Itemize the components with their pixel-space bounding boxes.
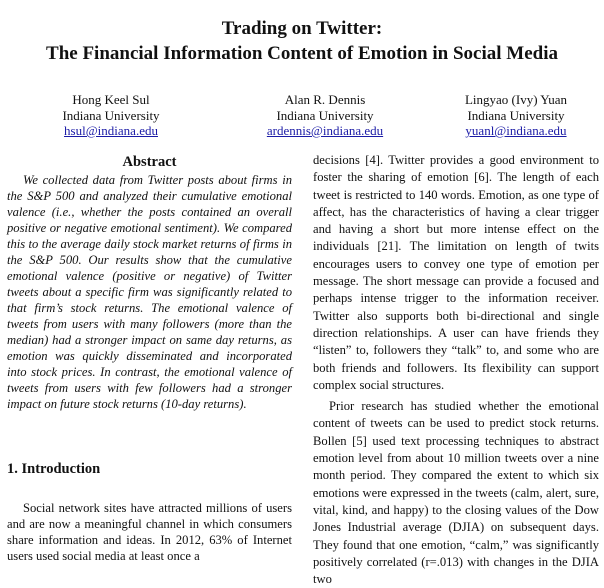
author-name: Lingyao (Ivy) Yuan: [464, 92, 568, 107]
body-paragraph: decisions [4]. Twitter provides a good environment to foster the sharing of emotion [6]. The length of each tweet is restricted to 140 words. Emotion, as one type of affect, has the characteristics of having a clear trigger and having a short but more intense effect on the individuals [21]. The limitation on length of twits encourages users to convey one type of emotion per message. The short message can provide a focused and perhaps intense trigger to the information receiver. Twitter also supports both bi-directional and single direction relationships. A user can have friends they “listen” to, followers they “talk” to, and some who are both friends and followers. Its flexibility can support complex social structures.: [313, 153, 599, 392]
left-column: [7, 152, 292, 564]
author-email-link[interactable]: hsul@indiana.edu: [64, 123, 158, 138]
author-affiliation: Indiana University: [467, 107, 565, 123]
author-block: [225, 92, 425, 139]
abstract-text: We collected data from Twitter posts about firms in the S&P 500 and analyzed their cumulative emotional valence (i.e., whether the posts contained an overall positive or negative emotional sentiment). We compared this to the average daily stock market returns of firms in the S&P 500. Our results show that the cumulative emotional valence (positive or negative) of Twitter tweets about a specific firm was significantly related to that firm’s stock returns. The emotional valence of tweets from users with many followers (more than the median) had a stronger impact on same day returns, as emotion was quickly disseminated and incorporated into stock prices. In contrast, the emotional valence of tweets from users with few followers had a stronger impact on future stock returns (10-day returns).: [7, 173, 292, 411]
author-affiliation: Indiana University: [62, 107, 160, 123]
paper-title-line-2: The Financial Information Content of Emotion in Social Media: [46, 43, 558, 64]
paper-title-line-1: Trading on Twitter:: [221, 18, 383, 39]
author-name: Hong Keel Sul: [72, 92, 150, 107]
author-email-link[interactable]: ardennis@indiana.edu: [266, 123, 384, 138]
body-paragraph: Prior research has studied whether the emotional content of tweets can be used to predict stock returns. Bollen [5] used text processing techniques to abstract emotion level from about 10 million tweets over a nine month period. They compared the extent to which six emotions were expressed in the tweets (calm, alert, sure, vital, kind, and happy) to the closing values of the Dow Jones Industrial average (DJIA) on subsequent days. They found that one emotion, “calm,” was significantly positively correlated (r=.013) with changes in the DJIA two: [313, 399, 599, 587]
section-heading-introduction: 1. Introduction: [7, 461, 101, 477]
body-paragraph: Social network sites have attracted millions of users and are now a meaningful channel in which consumers share information and ideas. In 2012, 63% of Internet users used social media at least once a: [7, 501, 292, 563]
abstract-heading: Abstract: [122, 154, 177, 170]
author-name: Alan R. Dennis: [284, 92, 366, 107]
author-block: [416, 92, 604, 139]
right-column: [313, 152, 599, 588]
author-email-link[interactable]: yuanl@indiana.edu: [465, 123, 567, 138]
author-affiliation: Indiana University: [276, 107, 374, 123]
author-block: [11, 92, 211, 139]
